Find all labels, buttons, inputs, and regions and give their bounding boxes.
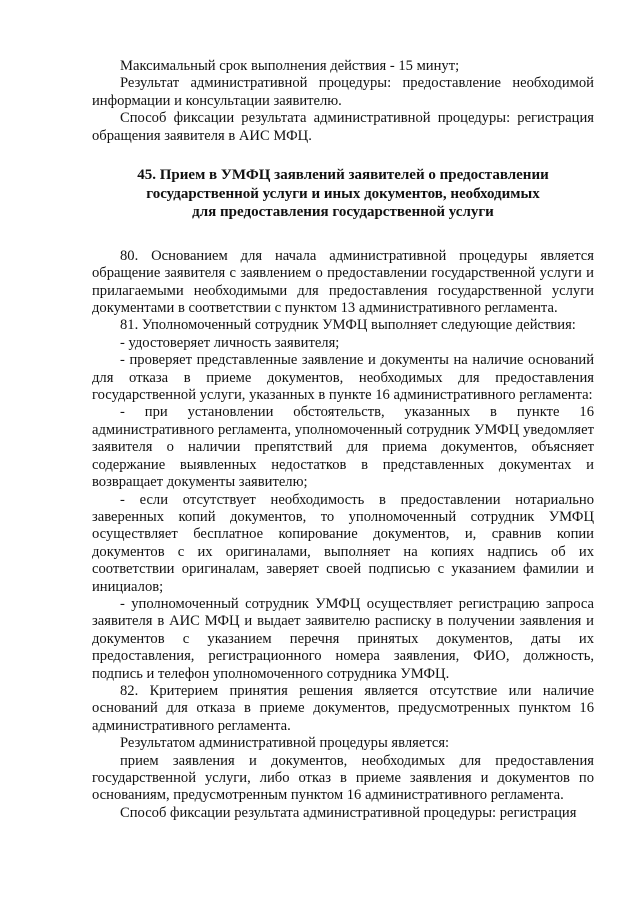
- paragraph-max-time: Максимальный срок выполнения действия - 15 минут;: [120, 58, 460, 74]
- paragraph-fixation-method-2: Способ фиксации результата административной процедуры: регистрация: [120, 804, 577, 821]
- paragraph-result-intro: Результатом административной процедуры является:: [120, 735, 450, 752]
- paragraph-81: 81. Уполномоченный сотрудник УМФЦ выполняет следующие действия:: [120, 317, 576, 334]
- list-item-obstacles-notice: - при установлении обстоятельств, указанных в пункте 16 административного регламента, уполномоченный сотрудник УМФЦ уведомляет заявителя о наличии препятствий для приема документов, объясняет содержание выявленных недостатков в представленных документах и возвращает документы заявителю;: [92, 404, 594, 491]
- list-item-document-check: - проверяет представленные заявление и документы на наличие оснований для отказа в приеме документов, необходимых для предоставления государственной услуги, указанных в пункте 16 административного регламента:: [92, 352, 594, 404]
- list-item-identity-check: - удостоверяет личность заявителя;: [120, 334, 340, 351]
- list-item-registration: - уполномоченный сотрудник УМФЦ осуществляет регистрацию запроса заявителя в АИС МФЦ и выдает заявителю расписку в получении заявления и документов с указанием перечня принятых документов, даты их предоставления, регистрационного номера заявления, ФИО, должность, подпись и телефон уполномоченного сотрудника УМФЦ.: [92, 595, 594, 682]
- paragraph-procedure-result: Результат административной процедуры: предоставление необходимой информации и консультации заявителю.: [92, 75, 594, 109]
- list-item-copying: - если отсутствует необходимость в предоставлении нотариально заверенных копий документов, то уполномоченный сотрудник УМФЦ осуществляет бесплатное копирование документов, и, сравнив копии документов с их оригиналами, выполняет на копиях надпись об их соответствии оригиналам, заверяет своей подписью с указанием фамилии и инициалов;: [92, 491, 594, 595]
- section-heading-line: для предоставления государственной услуги: [192, 204, 494, 221]
- paragraph-82: 82. Критерием принятия решения является отсутствие или наличие оснований для отказа в приеме документов, предусмотренных пунктом 16 административного регламента.: [92, 682, 594, 734]
- section-heading: [92, 166, 594, 222]
- paragraph-result-text: прием заявления и документов, необходимых для предоставления государственной услуги, либо отказ в приеме заявления и документов по основаниям, предусмотренным пунктом 16 административного регламента.: [92, 752, 594, 804]
- paragraph-80: 80. Основанием для начала административной процедуры является обращение заявителя с заявлением о предоставлении государственной услуги и прилагаемыми необходимыми для предоставления государственной услуги документами в соответствии с пунктом 13 административного регламента.: [92, 247, 594, 317]
- section-heading-line: 45. Прием в УМФЦ заявлений заявителей о предоставлении: [137, 167, 549, 184]
- paragraph-fixation-method: Способ фиксации результата административной процедуры: регистрация обращения заявителя в АИС МФЦ.: [92, 110, 594, 144]
- document-page: [92, 58, 594, 822]
- section-heading-line: государственной услуги и иных документов, необходимых: [146, 185, 540, 202]
